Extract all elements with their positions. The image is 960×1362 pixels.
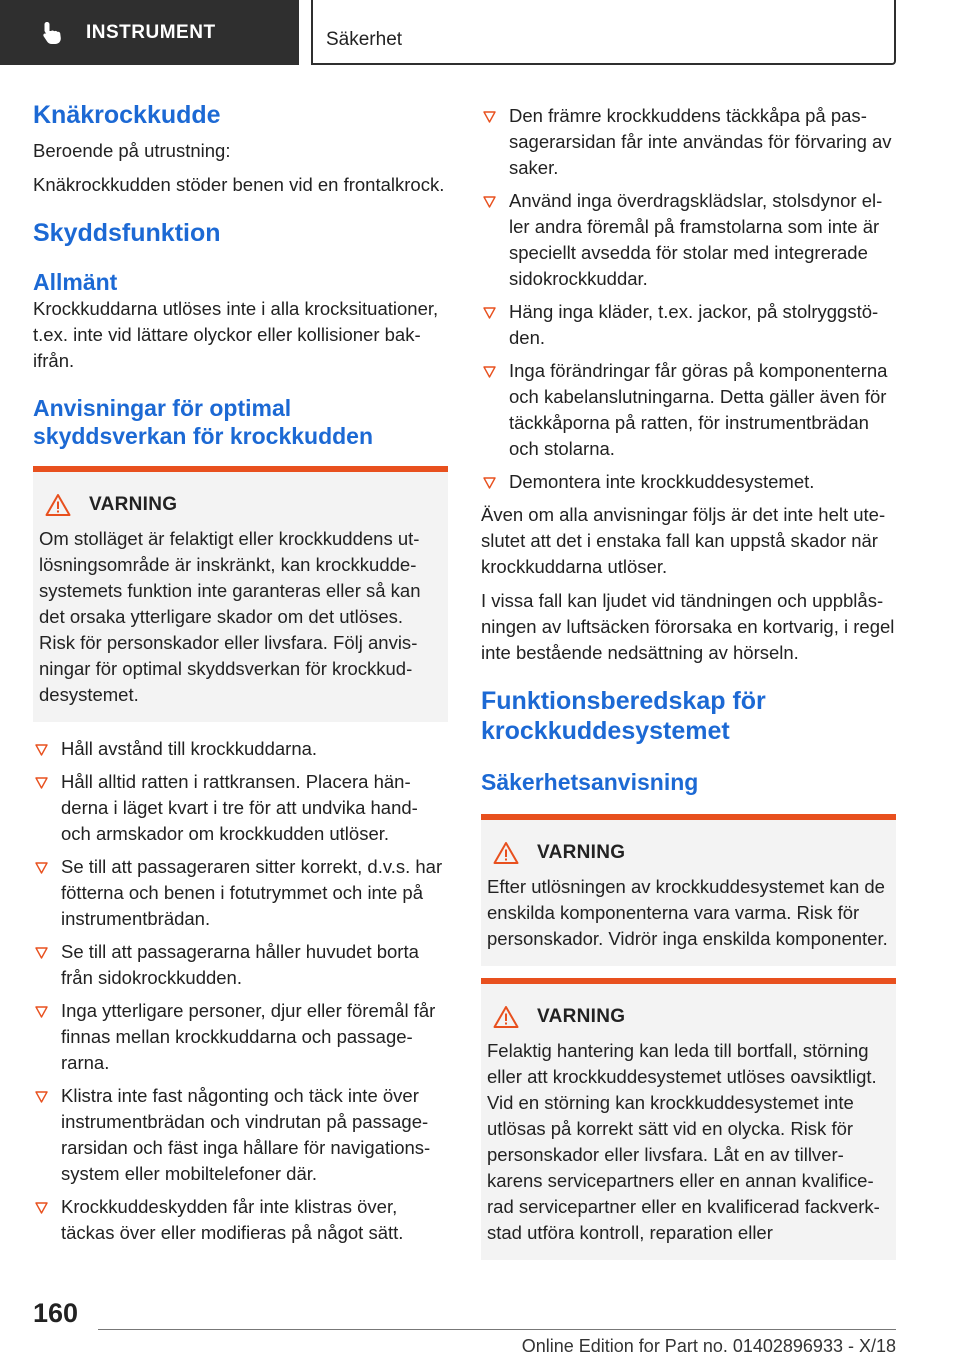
section-header [311,0,896,65]
triangle-bullet-icon [35,862,48,874]
pointing-hand-icon [40,20,66,46]
warning-header [493,838,890,868]
triangle-bullet-icon [483,366,496,378]
footer-divider [98,1329,896,1330]
triangle-bullet-icon [35,1202,48,1214]
list-item: Klistra inte fast någonting och täck inte över instrumentbrädan och vindrutan på passagerarsidan och fäst inga hållare för navigationssystem eller mobiltelefoner där. [33,1083,448,1187]
paragraph-equipment: Beroende på utrustning: [33,140,231,161]
list-item: Inga ytterligare personer, djur eller föremål får finnas mellan krockkuddarna och passagerarna. [33,998,448,1076]
instruction-list-continued [481,103,896,495]
section-label: Säkerhet [326,29,403,50]
warning-label: VARNING [537,842,626,863]
heading-allmant: Allmänt [33,269,118,295]
heading-anvisningar: Anvisningar för optimal skyddsverkan för krockkudden [33,395,374,449]
triangle-bullet-icon [483,307,496,319]
paragraph-remaining-risk: Även om alla anvisningar följs är det inte helt uteslutet att det i enstaka fall kan uppstå skador när krockkuddarna utlöser. [481,504,886,577]
warning-triangle-icon [493,841,519,865]
list-item: Se till att passagerarna håller huvudet borta från sidokrockkudden. [33,939,448,991]
warning-header [45,490,442,520]
triangle-bullet-icon [35,744,48,756]
list-item: Inga förändringar får göras på komponenterna och kabelanslutningarna. Detta gäller även för täckkåporna på ratten, för instrumentbrädan och stolarna. [481,358,896,462]
chapter-label: INSTRUMENT [86,21,216,43]
list-item: Håll alltid ratten i rattkransen. Placera händerna i läget kvart i tre för att undvika hand- och armskador om krockkudden utlöser. [33,769,448,847]
warning-label: VARNING [89,494,178,515]
chapter-tab[interactable] [0,0,299,65]
page-number: 160 [33,1298,79,1328]
warning-text: Felaktig hantering kan leda till bortfall, störning eller att krockkuddesystemet utlöses oavsiktligt. Vid en störning kan krockkuddesystemet inte utlösas på korrekt sätt vid en olycka. Risk för personskador eller livsfara. Låt en av tillverkarens servicepartners eller en annan kvalificerad servicepartner eller en kvalificerad fackverkstad utföra kontroll, reparation eller [487,1040,880,1243]
triangle-bullet-icon [483,111,496,123]
instruction-list [33,736,448,1246]
list-item: Krockkuddeskydden får inte klistras över, täckas över eller modifieras på något sätt. [33,1194,448,1246]
warning-text: Om stolläget är felaktigt eller krockkuddens utlösningsområde är inskränkt, kan krockkuddesystemets funktion inte garanteras eller så kan det orsaka ytterligare skador om det utlöses. Risk för personskador eller livsfara. Följ anvisningar för optimal skyddsverkan för krockkuddesystemet. [39,528,421,705]
heading-knakrockkudde: Knäkrockkudde [33,101,221,129]
edition-text: Online Edition for Part no. 01402896933 - X/18 [521,1336,896,1356]
warning-text: Efter utlösningen av krockkuddesystemet kan de enskilda komponenterna vara varma. Risk för personskador. Vidrör inga enskilda komponenter. [487,876,888,949]
right-column [481,100,896,1260]
triangle-bullet-icon [35,777,48,789]
warning-label: VARNING [537,1006,626,1027]
triangle-bullet-icon [483,477,496,489]
warning-box-hot-components [481,814,896,966]
list-item: Använd inga överdragsklädslar, stolsdynor eller andra föremål på framstolarna som inte är speciellt avsedda för stolar med integrerade sidokrockkuddar. [481,188,896,292]
triangle-bullet-icon [35,1091,48,1103]
paragraph-allmant: Krockkuddarna utlöses inte i alla krocksituationer, t.ex. inte vid lättare olyckor eller kollisioner bakifrån. [33,298,439,371]
warning-box-handling [481,978,896,1260]
heading-sakerhetsanvisning: Säkerhetsanvisning [481,769,699,795]
list-item: Demontera inte krockkuddesystemet. [481,469,896,495]
warning-header [493,1002,890,1032]
warning-triangle-icon [45,493,71,517]
list-item: Den främre krockkuddens täckkåpa på passagerarsidan får inte användas för förvaring av saker. [481,103,896,181]
heading-skyddsfunktion: Skyddsfunktion [33,219,221,247]
triangle-bullet-icon [35,947,48,959]
list-item: Se till att passageraren sitter korrekt, d.v.s. har fötterna och benen i fotutrymmet och inte på instrumentbrädan. [33,854,448,932]
triangle-bullet-icon [35,1006,48,1018]
left-column [33,100,448,1253]
paragraph-hearing: I vissa fall kan ljudet vid tändningen och uppblåsningen av luftsäcken förorsaka en kortvarig, i regel inte bestående nedsättning av hörseln. [481,590,895,663]
paragraph-knee-airbag: Knäkrockkudden stöder benen vid en frontalkrock. [33,174,445,195]
list-item: Håll avstånd till krockkuddarna. [33,736,448,762]
warning-box [33,466,448,722]
warning-triangle-icon [493,1005,519,1029]
heading-funktionsberedskap: Funktionsberedskap för krockkuddesystemet [481,687,766,745]
list-item: Häng inga kläder, t.ex. jackor, på stolryggstöden. [481,299,896,351]
triangle-bullet-icon [483,196,496,208]
